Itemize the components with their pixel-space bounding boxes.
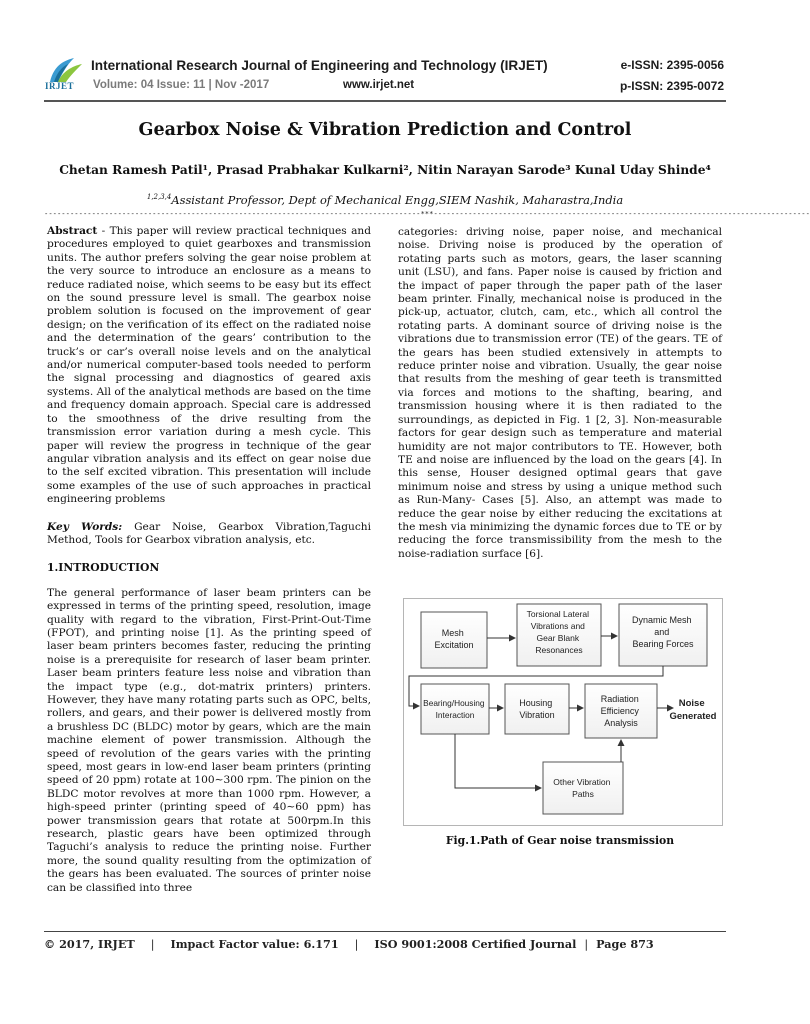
other-paths-line-2: Paths xyxy=(572,789,594,799)
torsional-line-4: Resonances xyxy=(535,645,583,655)
abstract xyxy=(47,225,371,507)
other-paths-line-1: Other Vibration xyxy=(553,777,611,787)
journal-name: International Research Journal of Engineering and Technology (IRJET) xyxy=(91,58,548,73)
footer-impact: Impact Factor value: 6.171 xyxy=(170,937,339,951)
footer-page: Page 873 xyxy=(596,937,654,951)
section-separator: ---------------------------------------------------------------------------------------***--------------------------------------------------------------------------------------- xyxy=(44,209,810,218)
housing-vibration-line-1: Housing xyxy=(519,698,553,708)
footer-divider xyxy=(44,931,726,932)
author-list: Chetan Ramesh Patil¹, Prasad Prabhakar Kulkarni², Nitin Narayan Sarode³ Kunal Uday Shinde⁴ xyxy=(59,163,711,177)
torsional-line-1: Torsional Lateral xyxy=(526,609,589,619)
bearing-housing-box xyxy=(421,684,489,734)
footer-sep: | xyxy=(584,938,589,951)
dynamic-mesh-line-2: and xyxy=(654,627,670,637)
keywords xyxy=(47,521,371,548)
housing-vibration-box xyxy=(505,684,569,734)
keywords-body: Gear Noise, Gearbox Vibration,Taguchi Method, Tools for Gearbox vibration analysis, etc. xyxy=(47,520,371,546)
intro-body: The general performance of laser beam printers can be expressed in terms of the printing speed, resolution, image quality with regard to the vibration, First-Print-Out-Time (FPOT), and printing noise [1]. As the printing speed of laser beam printers becomes faster, reducing the printing noise is a prerequisite for research of laser beam printer. Laser beam printers feature less noise and vibration than the impact type (e.g., dot-matrix printers) printers. However, they have many rotating parts such as OPC, belts, rollers, and gears, and their power is delivered mostly from a brushless DC (BLDC) motor by gears, which are the main machine element of power transmission. Although the speed of revolution of the gears varies with the printing speed, most gears in low-end laser beam printers (printing speed of 20 ppm) rotate at 100∼300 rpm. The pinion on the BLDC motor revolves at more than 1000 rpm. However, a high-speed printer (printing speed of 40∼60 ppm) has power transmission gears that rotate at 500rpm.In this research, plastic gears have been optimized through Taguchi’s analysis to reduce the printing noise. Further more, the sound quality resulting from the optimization of the gears has been evaluated. The sources of printer noise can be classified into three xyxy=(47,586,371,894)
intro-heading: 1.INTRODUCTION xyxy=(47,561,160,575)
torsional-line-2: Vibrations and xyxy=(530,621,585,631)
right-column xyxy=(398,226,722,561)
journal-website[interactable]: www.irjet.net xyxy=(343,79,415,91)
abstract-body: - This paper will review practical techniques and procedures employed to quiet gearboxes and transmission units. The author prefers solving the gear noise problem at the very source to introduce an enclosure as a means to reduce radiated noise, which seems to be easy but its effect on the sound pressure level is small. The gearbox noise problem solution is focused on the improvement of gear design; on the verification of its effect on the radiated noise and the determination of the gears’ contribution to the truck’s or car’s overall noise levels and on the analytical and/or numerical computer-based tools needed to perform the signal processing and diagnostics of geared axis systems. All of the analytical methods are based on the time and frequency domain approach. Special care is addressed to the smoothness of the drive resulting from the transmission error variation during a mesh cycle. This paper will review the progress in technique of the gear angular vibration analysis and its effect on gear noise due to the self excited vibration. This presentation will include some examples of the use of such approaches in practical engineering problems xyxy=(47,225,371,506)
other-paths-box xyxy=(543,762,623,814)
affiliation-text: Assistant Professor, Dept of Mechanical Engg,SIEM Nashik, Maharastra,India xyxy=(171,193,624,207)
gear-noise-path-diagram xyxy=(403,598,723,826)
p-issn: p-ISSN: 2395-0072 xyxy=(619,79,724,93)
left-column xyxy=(47,225,371,895)
radiation-line-3: Analysis xyxy=(604,718,638,728)
diagram-svg xyxy=(403,598,723,826)
affiliation-sup: 1,2,3,4 xyxy=(146,193,172,202)
header-divider xyxy=(44,100,726,102)
footer-sep: | xyxy=(150,938,155,951)
mesh-excitation-line-2: Excitation xyxy=(434,640,474,650)
radiation-label xyxy=(601,694,642,728)
radiation-line-1: Radiation xyxy=(600,694,639,704)
footer-iso: ISO 9001:2008 Certified Journal xyxy=(374,937,577,951)
torsional-line-3: Gear Blank xyxy=(536,633,580,643)
dynamic-mesh-line-3: Bearing Forces xyxy=(632,639,694,649)
affiliation xyxy=(44,193,726,207)
footer-copyright: © 2017, IRJET xyxy=(44,937,135,951)
journal-header xyxy=(44,50,726,102)
bearing-housing-line-2: Interaction xyxy=(435,710,475,720)
abstract-heading: Abstract xyxy=(47,225,98,237)
bearing-housing-line-1: Bearing/Housing xyxy=(423,698,485,708)
intro-body-continued: categories: driving noise, paper noise, and mechanical noise. Driving noise is produced by the operation of rotating parts such as motors, gears, the laser scanning unit (LSU), and fans. Paper noise is caused by friction and the impact of paper through the paper path of the laser beam printer. Finally, mechanical noise is produced in the pick-up, actuator, clutch, cam, etc., which all control the rotating parts. A dominant source of driving noise is the vibrations due to transmission error (TE) of the gears. TE of the gears has been studied extensively in attempts to reduce printer noise and vibration. Usually, the gear noise that results from the meshing of gear teeth is transmitted via forces and motions to the shafting, bearing, and transmission housing where it is then radiated to the surroundings, as depicted in Fig. 1 [2, 3]. Non-measurable factors for gear design such as temperature and material humidity are not major contributors to TE. However, both TE and noise are influenced by the load on the gears [4]. In this sense, Houser designed optimal gears that gave minimum noise and stress by using a unique method such as Run-Many- Cases [5]. Also, an attempt was made to reduce the gear noise by either reducing the excitations at the mesh via minimizing the dynamic forces due to TE or by reducing the force transmissibility from the mesh to the noise-radiation surface [6]. xyxy=(398,226,722,560)
housing-vibration-line-2: Vibration xyxy=(519,710,555,720)
paper-title: Gearbox Noise & Vibration Prediction and Control xyxy=(138,120,632,140)
volume-issue: Volume: 04 Issue: 11 | Nov -2017 xyxy=(93,79,270,91)
dynamic-mesh-line-1: Dynamic Mesh xyxy=(631,615,692,625)
logo-text: IRJET xyxy=(45,81,75,91)
figure-caption: Fig.1.Path of Gear noise transmission xyxy=(445,834,675,847)
footer-sep: | xyxy=(354,938,359,951)
e-issn: e-ISSN: 2395-0056 xyxy=(620,58,724,72)
mesh-excitation-line-1: Mesh xyxy=(441,628,464,638)
page-footer xyxy=(44,937,726,951)
keywords-heading: Key Words: xyxy=(47,520,123,533)
noise-generated-line-1: Noise xyxy=(678,698,705,709)
radiation-line-2: Efficiency xyxy=(600,706,639,716)
noise-generated-line-2: Generated xyxy=(669,711,717,722)
